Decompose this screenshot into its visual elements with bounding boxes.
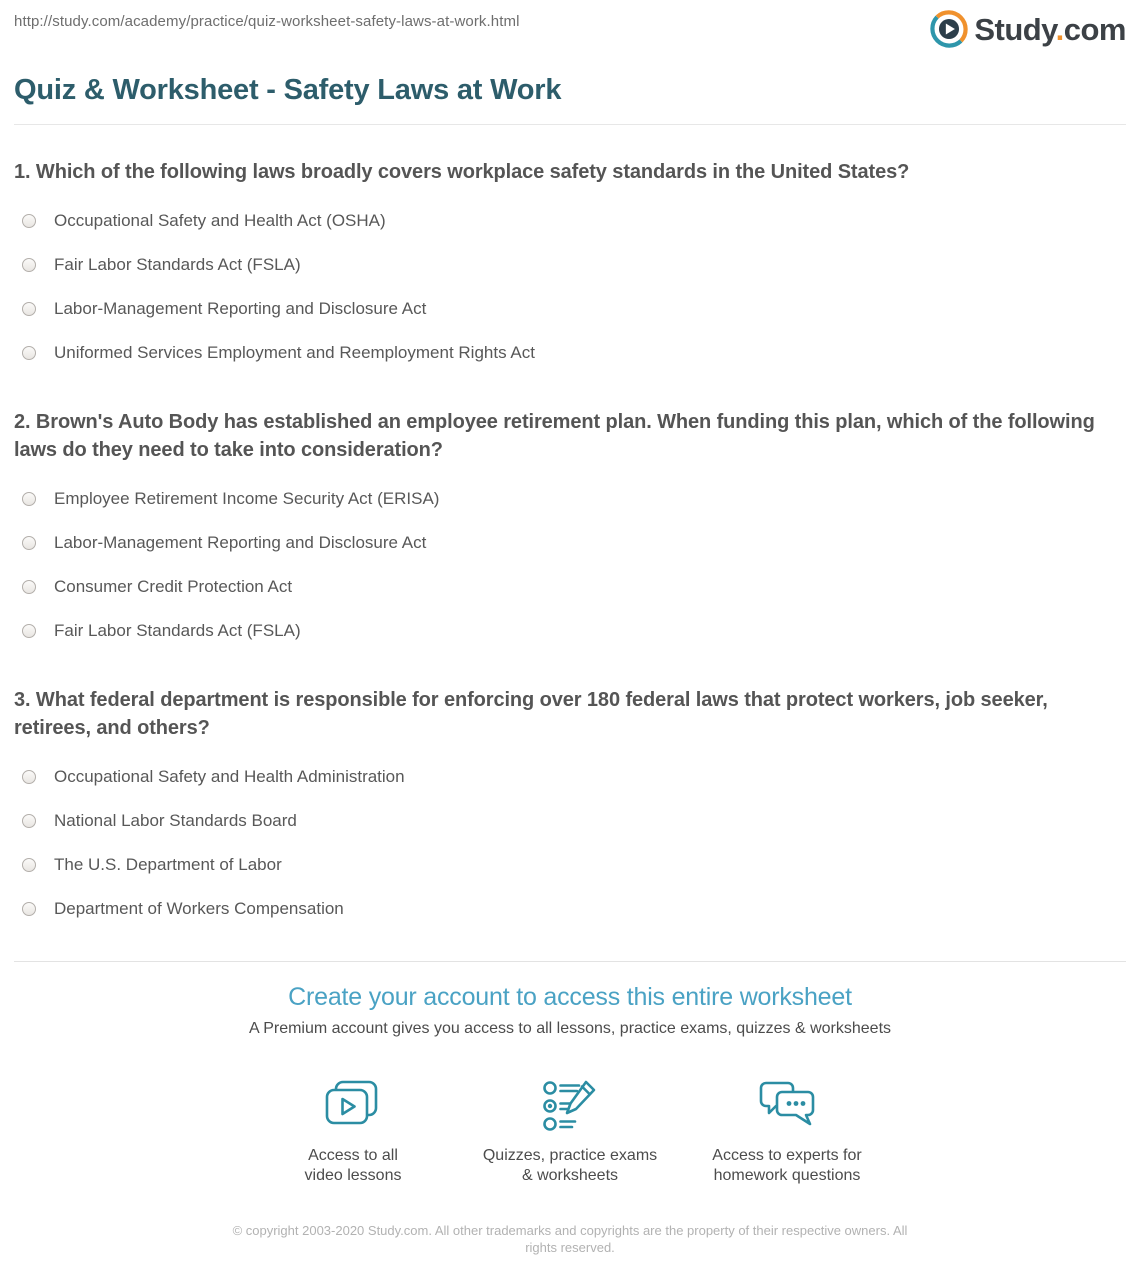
option-label[interactable]: Employee Retirement Income Security Act (ERISA) <box>54 489 440 508</box>
radio-button[interactable] <box>22 214 36 228</box>
studycom-logo-icon <box>930 10 968 48</box>
radio-button[interactable] <box>22 624 36 638</box>
option-label[interactable]: Consumer Credit Protection Act <box>54 577 293 596</box>
question-2-text: 2. Brown's Auto Body has established an employee retirement plan. When funding this plan, which of the following laws do they need to take into consideration? <box>14 411 1095 461</box>
option-row[interactable] <box>14 477 1126 521</box>
question-1 <box>14 158 1126 375</box>
option-row[interactable] <box>14 843 1126 887</box>
radio-button[interactable] <box>22 770 36 784</box>
option-row[interactable] <box>14 609 1126 653</box>
radio-button[interactable] <box>22 258 36 272</box>
studycom-logo[interactable] <box>930 10 1126 48</box>
video-lessons-icon <box>245 1075 462 1133</box>
radio-button[interactable] <box>22 302 36 316</box>
question-2 <box>14 408 1126 653</box>
page-title: Quiz & Worksheet - Safety Laws at Work <box>14 74 1126 125</box>
radio-button[interactable] <box>22 492 36 506</box>
question-1-options <box>14 199 1126 375</box>
feature-list <box>14 1075 1126 1186</box>
logo-dot: . <box>1055 11 1064 47</box>
studycom-logo-text: Study.com <box>974 11 1126 47</box>
question-3 <box>14 686 1126 931</box>
signup-heading: Create your account to access this entire worksheet <box>288 983 852 1011</box>
option-row[interactable] <box>14 287 1126 331</box>
page-url: http://study.com/academy/practice/quiz-worksheet-safety-laws-at-work.html <box>14 13 520 30</box>
option-label[interactable]: Occupational Safety and Health Act (OSHA) <box>54 211 386 230</box>
option-label[interactable]: Occupational Safety and Health Administration <box>54 767 405 786</box>
option-label[interactable]: Department of Workers Compensation <box>54 899 344 918</box>
option-row[interactable] <box>14 799 1126 843</box>
option-row[interactable] <box>14 565 1126 609</box>
option-label[interactable]: National Labor Standards Board <box>54 811 297 830</box>
option-row[interactable] <box>14 199 1126 243</box>
option-label[interactable]: Fair Labor Standards Act (FSLA) <box>54 621 301 640</box>
option-label[interactable]: Uniformed Services Employment and Reemployment Rights Act <box>54 343 535 362</box>
chat-experts-icon <box>679 1075 896 1133</box>
question-2-options <box>14 477 1126 653</box>
feature-expert-chat <box>679 1075 896 1186</box>
radio-button[interactable] <box>22 580 36 594</box>
radio-button[interactable] <box>22 858 36 872</box>
signup-subheading: A Premium account gives you access to all lessons, practice exams, quizzes & worksheets <box>248 1020 892 1037</box>
radio-button[interactable] <box>22 346 36 360</box>
option-label[interactable]: Fair Labor Standards Act (FSLA) <box>54 255 301 274</box>
question-3-text: 3. What federal department is responsible for enforcing over 180 federal laws that protect workers, job seeker, retirees, and others? <box>14 689 1048 739</box>
signup-section <box>14 961 1126 1284</box>
option-row[interactable] <box>14 243 1126 287</box>
question-3-options <box>14 755 1126 931</box>
radio-button[interactable] <box>22 814 36 828</box>
page-header <box>14 0 1126 48</box>
feature-quizzes-worksheets <box>462 1075 679 1186</box>
feature-label: Access to all video lessons <box>304 1147 402 1184</box>
copyright-text: © copyright 2003-2020 Study.com. All other trademarks and copyrights are the property of their respective owners. All rights reserved. <box>232 1223 908 1255</box>
question-1-text: 1. Which of the following laws broadly covers workplace safety standards in the United States? <box>14 161 910 183</box>
quizzes-worksheets-icon <box>462 1075 679 1133</box>
feature-label: Quizzes, practice exams & worksheets <box>482 1147 658 1184</box>
radio-button[interactable] <box>22 536 36 550</box>
option-row[interactable] <box>14 331 1126 375</box>
radio-button[interactable] <box>22 902 36 916</box>
option-row[interactable] <box>14 521 1126 565</box>
feature-label: Access to experts for homework questions <box>712 1147 862 1184</box>
option-label[interactable]: Labor-Management Reporting and Disclosure Act <box>54 533 427 552</box>
option-label[interactable]: The U.S. Department of Labor <box>54 855 282 874</box>
option-row[interactable] <box>14 755 1126 799</box>
option-row[interactable] <box>14 887 1126 931</box>
option-label[interactable]: Labor-Management Reporting and Disclosure Act <box>54 299 427 318</box>
feature-video-lessons <box>245 1075 462 1186</box>
